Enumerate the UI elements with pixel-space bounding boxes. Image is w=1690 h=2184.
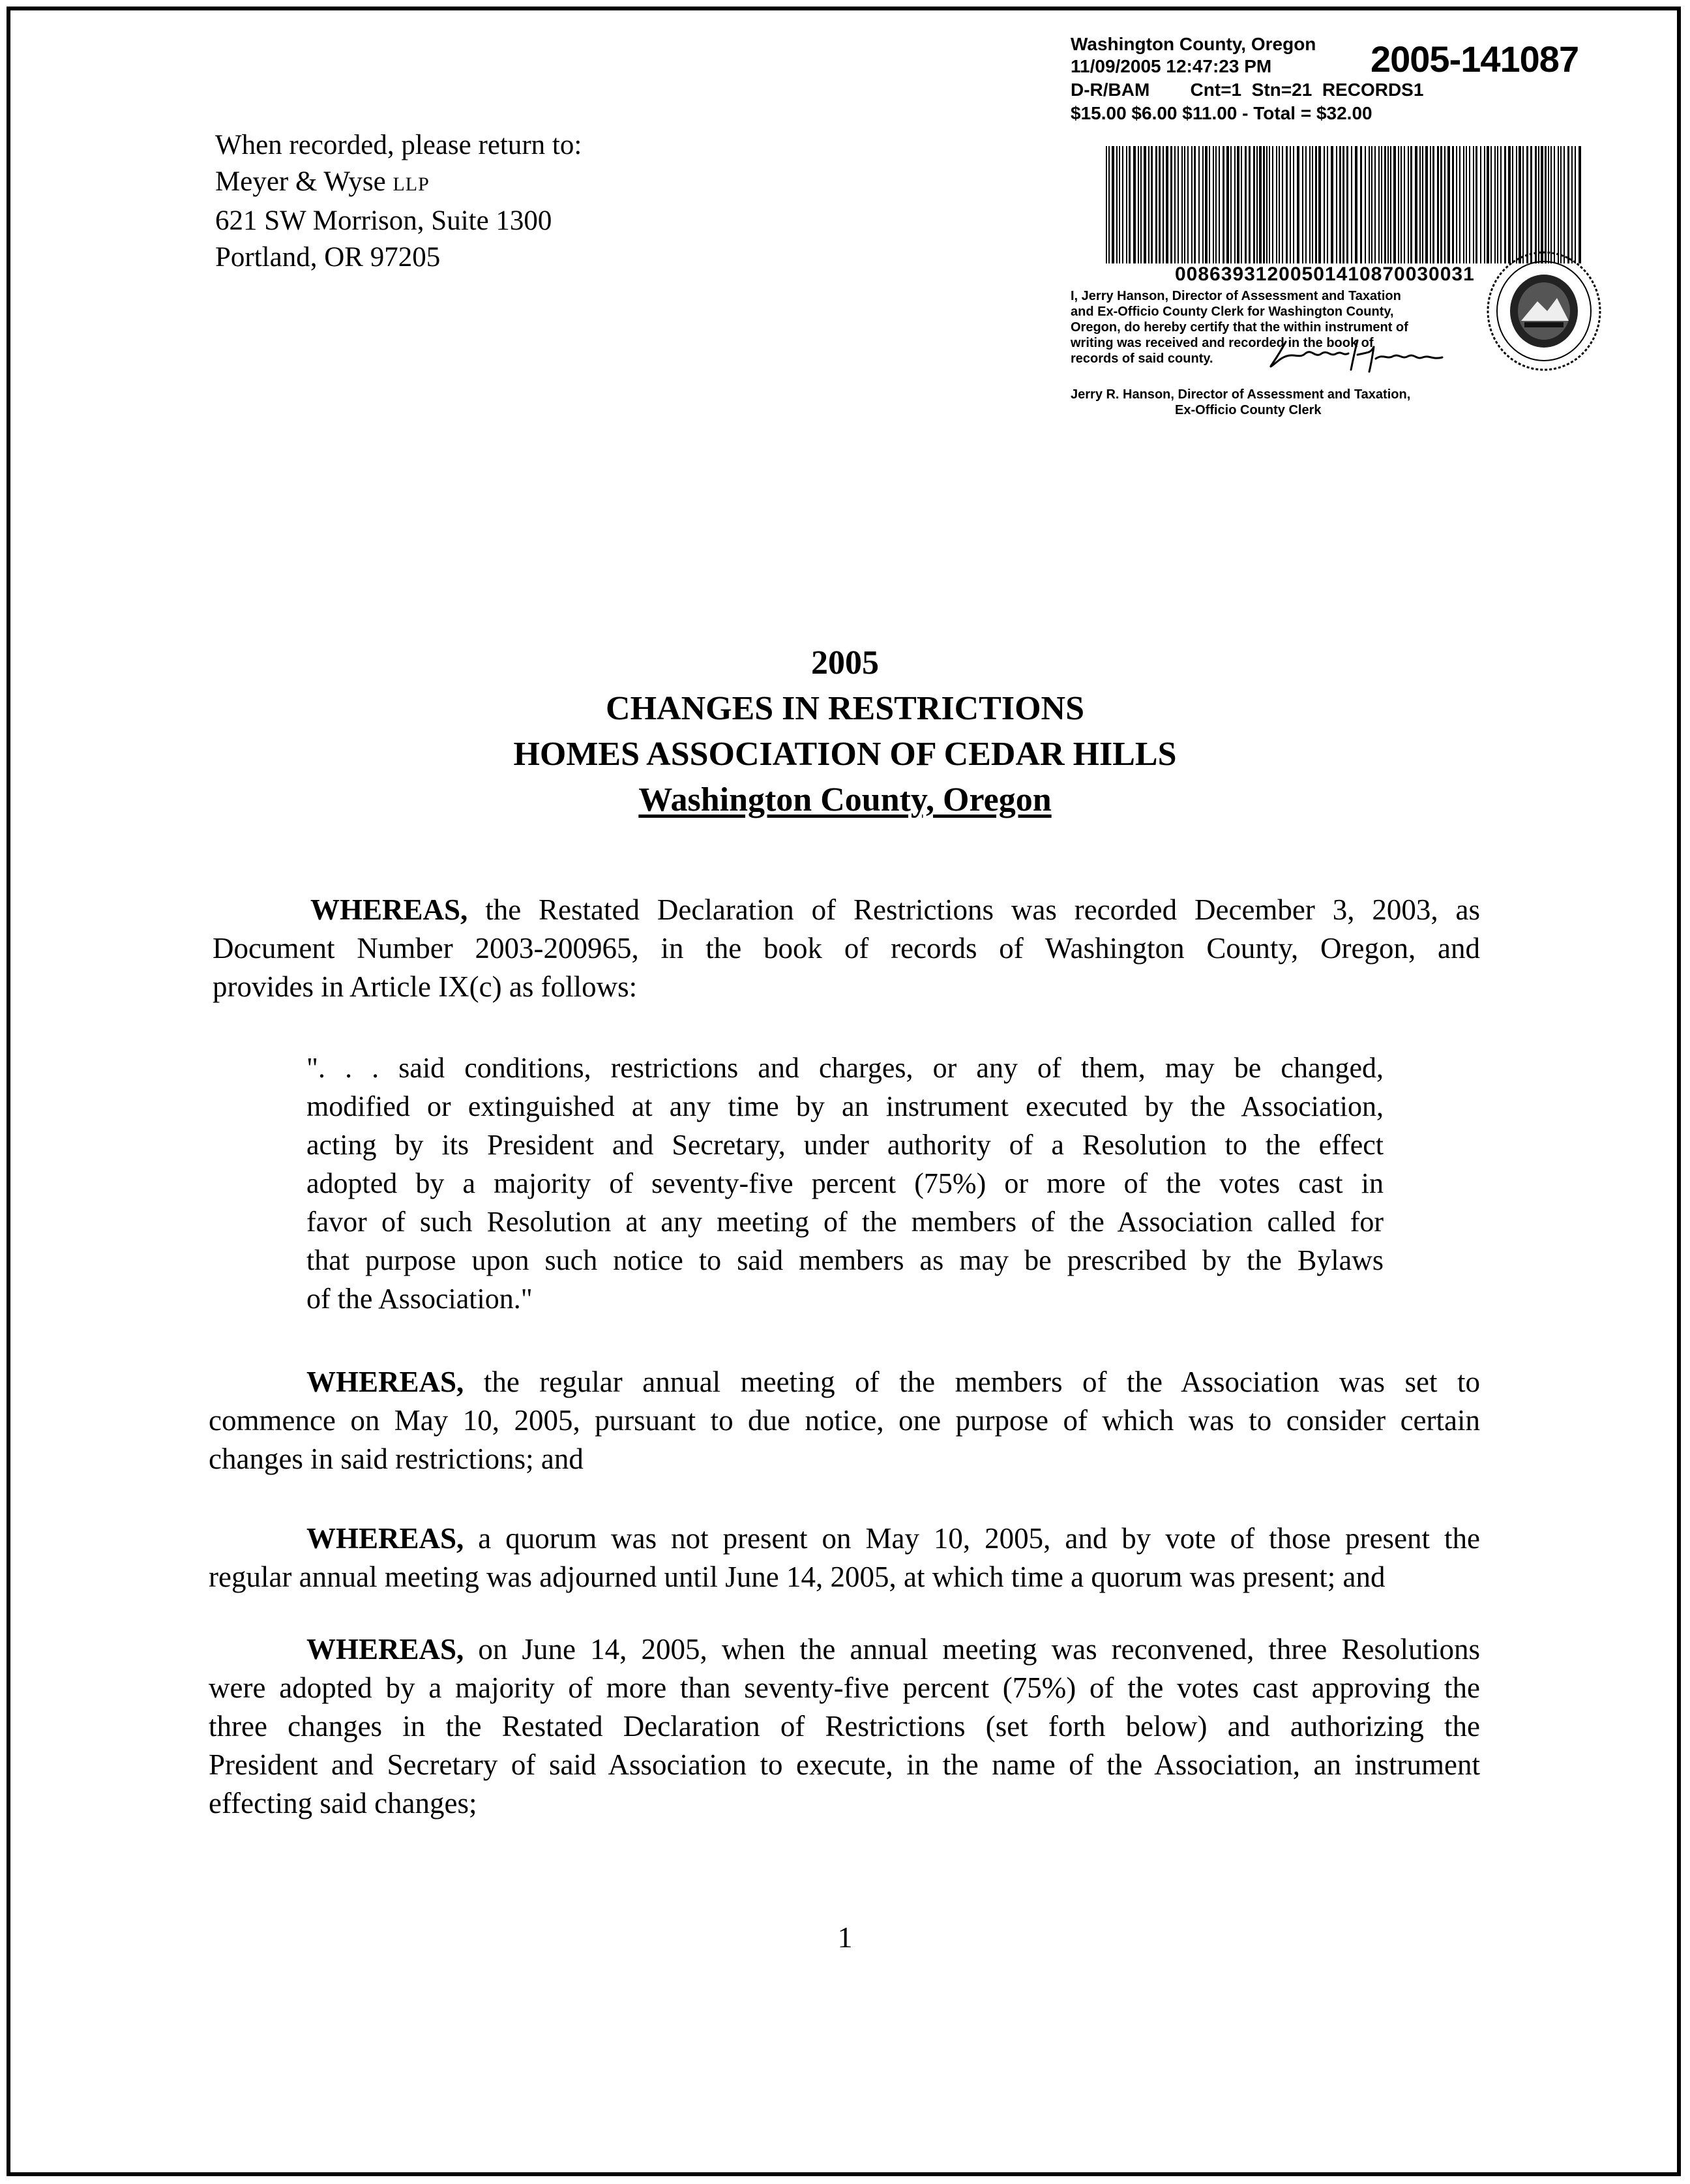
barcode-bar <box>1346 146 1348 263</box>
barcode-bar <box>1324 146 1325 263</box>
clerk-title-line2: Ex-Officio County Clerk <box>1175 403 1322 417</box>
barcode-bar <box>1279 146 1280 263</box>
barcode-bar <box>1263 146 1265 263</box>
barcode-bar <box>1151 146 1153 263</box>
whereas-label: WHEREAS, <box>310 893 468 926</box>
barcode-bar <box>1282 146 1283 263</box>
barcode-bar <box>1473 146 1474 263</box>
cert-line: and Ex-Officio County Clerk for Washington County, <box>1071 305 1394 319</box>
barcode-bar <box>1490 146 1492 263</box>
barcode-bar <box>1245 146 1247 263</box>
barcode-bar <box>1567 146 1569 263</box>
paragraph-line: WHEREAS, the Restated Declaration of Restrictions was recorded December 3, 2003, as <box>310 893 1480 926</box>
barcode-bar <box>1272 146 1273 263</box>
barcode-bar <box>1571 146 1573 263</box>
barcode-bar <box>1178 146 1179 263</box>
barcode-bar <box>1126 146 1127 263</box>
barcode-bar <box>1166 146 1168 263</box>
barcode-bar <box>1404 146 1405 263</box>
barcode-bar <box>1494 146 1496 263</box>
cert-line: I, Jerry Hanson, Director of Assessment and Taxation <box>1071 289 1401 303</box>
quote-line: that purpose upon such notice to said members as may be prescribed by the Bylaws <box>306 1244 1384 1276</box>
barcode-bar <box>1305 146 1307 263</box>
barcode-bar <box>1387 146 1389 263</box>
barcode-bar <box>1140 146 1142 263</box>
barcode-bar <box>1234 146 1236 263</box>
paragraph-line: WHEREAS, a quorum was not present on May 10, 2005, and by vote of those present the <box>306 1522 1480 1555</box>
barcode-bar <box>1425 146 1428 263</box>
quote-line: of the Association." <box>306 1283 533 1315</box>
paragraph-line: effecting said changes; <box>209 1787 477 1819</box>
clerk-title-line1: Jerry R. Hanson, Director of Assessment and Taxation, <box>1071 387 1411 402</box>
quote-line: acting by its President and Secretary, under authority of a Resolution to the effect <box>306 1129 1384 1161</box>
barcode-bar <box>1579 146 1581 263</box>
document-number: 2005-141087 <box>1371 38 1579 80</box>
paragraph-line: WHEREAS, on June 14, 2005, when the annual meeting was reconvened, three Resolutions <box>306 1633 1480 1666</box>
barcode-bar <box>1266 146 1268 263</box>
paragraph-line: commence on May 10, 2005, pursuant to due notice, one purpose of which was to consider certain <box>209 1404 1480 1437</box>
cert-line: writing was received and recorded in the book of <box>1071 336 1374 350</box>
barcode-bar <box>1437 146 1439 263</box>
barcode-bar <box>1297 146 1299 263</box>
whereas-paragraph-2 <box>209 1363 1480 1478</box>
barcode-bar <box>1469 146 1470 263</box>
barcode-bar <box>1522 146 1524 263</box>
return-address-city: Portland, OR 97205 <box>215 242 441 273</box>
barcode-bar <box>1342 146 1344 263</box>
barcode-bar <box>1419 146 1421 263</box>
barcode-bar <box>1116 146 1118 263</box>
document-title <box>0 640 1690 823</box>
quote-line: favor of such Resolution at any meeting of the members of the Association called for <box>306 1206 1384 1238</box>
whereas-label: WHEREAS, <box>306 1366 464 1398</box>
barcode-bar <box>1148 146 1149 263</box>
title-line3: Washington County, Oregon <box>638 781 1052 818</box>
barcode-bar <box>1215 146 1217 263</box>
quote-line: adopted by a majority of seventy-five percent (75%) or more of the votes cast in <box>306 1167 1384 1199</box>
barcode-bar <box>1558 146 1559 263</box>
barcode-bar <box>1184 146 1185 263</box>
barcode-bar <box>1302 146 1303 263</box>
barcode-bar <box>1432 146 1434 263</box>
barcode-bar <box>1560 146 1562 263</box>
barcode-bar <box>1535 146 1537 263</box>
barcode-bar <box>1122 146 1123 263</box>
clerk-signature <box>1260 334 1455 380</box>
paragraph-line: WHEREAS, the regular annual meeting of the members of the Association was set to <box>306 1366 1480 1398</box>
barcode-bar <box>1133 146 1136 263</box>
barcode-bar <box>1202 146 1204 263</box>
barcode-bar <box>1500 146 1502 263</box>
barcode-bar <box>1290 146 1291 263</box>
barcode-bar <box>1205 146 1208 263</box>
whereas-label: WHEREAS, <box>306 1633 464 1666</box>
barcode-bar <box>1286 146 1288 263</box>
barcode-bar <box>1181 146 1183 263</box>
paragraph-line: were adopted by a majority of more than seventy-five percent (75%) of the votes cast approving the <box>209 1671 1480 1704</box>
barcode-bar <box>1519 146 1521 263</box>
return-address-heading: When recorded, please return to: <box>215 130 582 160</box>
barcode-bar <box>1194 146 1196 263</box>
quote-line: modified or extinguished at any time by an instrument executed by the Association, <box>306 1090 1384 1122</box>
barcode-bar <box>1336 146 1337 263</box>
barcode-bar <box>1393 146 1396 263</box>
cert-line: records of said county. <box>1071 352 1213 366</box>
paragraph-line: regular annual meeting was adjourned until June 14, 2005, at which time a quorum was present; and <box>209 1561 1386 1593</box>
barcode-bar <box>1410 146 1412 263</box>
barcode-bar <box>1381 146 1382 263</box>
barcode-bar <box>1365 146 1366 263</box>
whereas-label: WHEREAS, <box>306 1522 464 1555</box>
barcode-bar <box>1526 146 1528 263</box>
barcode-bar <box>1339 146 1341 263</box>
barcode-bar <box>1415 146 1417 263</box>
barcode-bar <box>1430 146 1431 263</box>
barcode-bar <box>1512 146 1513 263</box>
whereas-paragraph-4 <box>209 1630 1480 1823</box>
barcode-bar <box>1452 146 1454 263</box>
barcode-bar <box>1112 146 1114 263</box>
stamp-codes: D-R/BAM Cnt=1 Stn=21 RECORDS1 <box>1071 80 1424 100</box>
barcode-bar <box>1554 146 1555 263</box>
quoted-article <box>306 1049 1384 1318</box>
barcode-bar <box>1378 146 1380 263</box>
paragraph-line: President and Secretary of said Association to execute, in the name of the Association, an instrument <box>209 1748 1480 1781</box>
barcode-bar <box>1144 146 1146 263</box>
barcode-bar <box>1384 146 1386 263</box>
barcode-bar <box>1170 146 1172 263</box>
barcode-bar <box>1548 146 1549 263</box>
barcode-bar <box>1390 146 1391 263</box>
barcode-bar <box>1459 146 1460 263</box>
barcode-bar <box>1440 146 1442 263</box>
barcode-bar <box>1223 146 1224 263</box>
barcode-bar <box>1545 146 1547 263</box>
barcode-bar <box>1463 146 1464 263</box>
barcode-number: 00863931200501410870030031 <box>1175 263 1475 285</box>
return-address-firm <box>215 164 582 203</box>
barcode-bar <box>1408 146 1409 263</box>
title-line2: HOMES ASSOCIATION OF CEDAR HILLS <box>513 736 1177 773</box>
barcode-bar <box>1484 146 1485 263</box>
barcode-bar <box>1480 146 1481 263</box>
barcode-bar <box>1487 146 1489 263</box>
barcode-bar <box>1516 146 1517 263</box>
barcode-bar <box>1315 146 1317 263</box>
barcode-bar <box>1318 146 1321 263</box>
barcode-bar <box>1198 146 1200 263</box>
barcode-bar <box>1138 146 1139 263</box>
firm-name: Meyer & Wyse <box>215 166 386 197</box>
barcode-bar <box>1256 146 1258 263</box>
barcode-bar <box>1564 146 1565 263</box>
cert-line: Oregon, do hereby certify that the within instrument of <box>1071 320 1408 335</box>
barcode-bar <box>1401 146 1402 263</box>
barcode-bar <box>1538 146 1539 263</box>
paragraph-line: Document Number 2003-200965, in the book of records of Washington County, Oregon, and <box>213 932 1480 965</box>
barcode-bar <box>1309 146 1311 263</box>
barcode-bar <box>1249 146 1251 263</box>
barcode-bar <box>1398 146 1399 263</box>
barcode-bar <box>1327 146 1328 263</box>
paragraph-line: provides in Article IX(c) as follows: <box>213 970 638 1003</box>
barcode-bar <box>1444 146 1445 263</box>
barcode-bar <box>1163 146 1164 263</box>
barcode-bar <box>1241 146 1242 263</box>
barcode-bar <box>1276 146 1277 263</box>
stamp-datetime: 11/09/2005 12:47:23 PM <box>1071 56 1272 76</box>
barcode-bar <box>1174 146 1176 263</box>
return-address <box>215 127 582 276</box>
stamp-county: Washington County, Oregon <box>1071 34 1316 54</box>
barcode-bar <box>1209 146 1210 263</box>
barcode-bar <box>1456 146 1457 263</box>
barcode-bar <box>1230 146 1232 263</box>
return-address-street: 621 SW Morrison, Suite 1300 <box>215 205 552 236</box>
whereas-paragraph-1 <box>213 891 1480 1006</box>
quote-line: ". . . said conditions, restrictions and charges, or any of them, may be changed, <box>306 1052 1384 1084</box>
barcode-bar <box>1106 146 1107 263</box>
firm-suffix: LLP <box>393 173 430 195</box>
county-seal <box>1485 249 1603 373</box>
recording-stamp <box>1071 34 1605 417</box>
barcode-bar <box>1466 146 1467 263</box>
barcode <box>1103 146 1586 263</box>
title-line1: CHANGES IN RESTRICTIONS <box>606 690 1084 727</box>
barcode-bar <box>1237 146 1239 263</box>
barcode-bar <box>1213 146 1214 263</box>
paragraph-line: three changes in the Restated Declaration of Restrictions (set forth below) and authorizing the <box>209 1710 1480 1743</box>
paragraph-line: changes in said restrictions; and <box>209 1443 584 1475</box>
barcode-bar <box>1129 146 1131 263</box>
barcode-bar <box>1508 146 1511 263</box>
barcode-bar <box>1371 146 1372 263</box>
barcode-bar <box>1351 146 1352 263</box>
barcode-bar <box>1504 146 1506 263</box>
barcode-bar <box>1119 146 1120 263</box>
barcode-bar <box>1191 146 1193 263</box>
barcode-bar <box>1259 146 1262 263</box>
barcode-bar <box>1269 146 1270 263</box>
barcode-bar <box>1541 146 1543 263</box>
barcode-bar <box>1530 146 1532 263</box>
barcode-bar <box>1355 146 1357 263</box>
barcode-bar <box>1331 146 1333 263</box>
barcode-bar <box>1253 146 1255 263</box>
barcode-bar <box>1159 146 1161 263</box>
whereas-paragraph-3 <box>209 1519 1480 1596</box>
barcode-bar <box>1475 146 1477 263</box>
barcode-bar <box>1497 146 1498 263</box>
barcode-bar <box>1226 146 1229 263</box>
barcode-bar <box>1360 146 1362 263</box>
barcode-bar <box>1312 146 1313 263</box>
barcode-bar <box>1374 146 1376 263</box>
barcode-bar <box>1155 146 1157 263</box>
barcode-bar <box>1293 146 1294 263</box>
barcode-bar <box>1108 146 1110 263</box>
barcode-bar <box>1422 146 1423 263</box>
barcode-bar <box>1219 146 1220 263</box>
title-year: 2005 <box>811 644 879 681</box>
barcode-bar <box>1369 146 1370 263</box>
stamp-fees: $15.00 $6.00 $11.00 - Total = $32.00 <box>1071 103 1372 123</box>
barcode-bar <box>1575 146 1576 263</box>
barcode-bar <box>1447 146 1450 263</box>
barcode-bar <box>1550 146 1552 263</box>
barcode-bar <box>1187 146 1189 263</box>
page-number: 1 <box>837 1921 853 1954</box>
